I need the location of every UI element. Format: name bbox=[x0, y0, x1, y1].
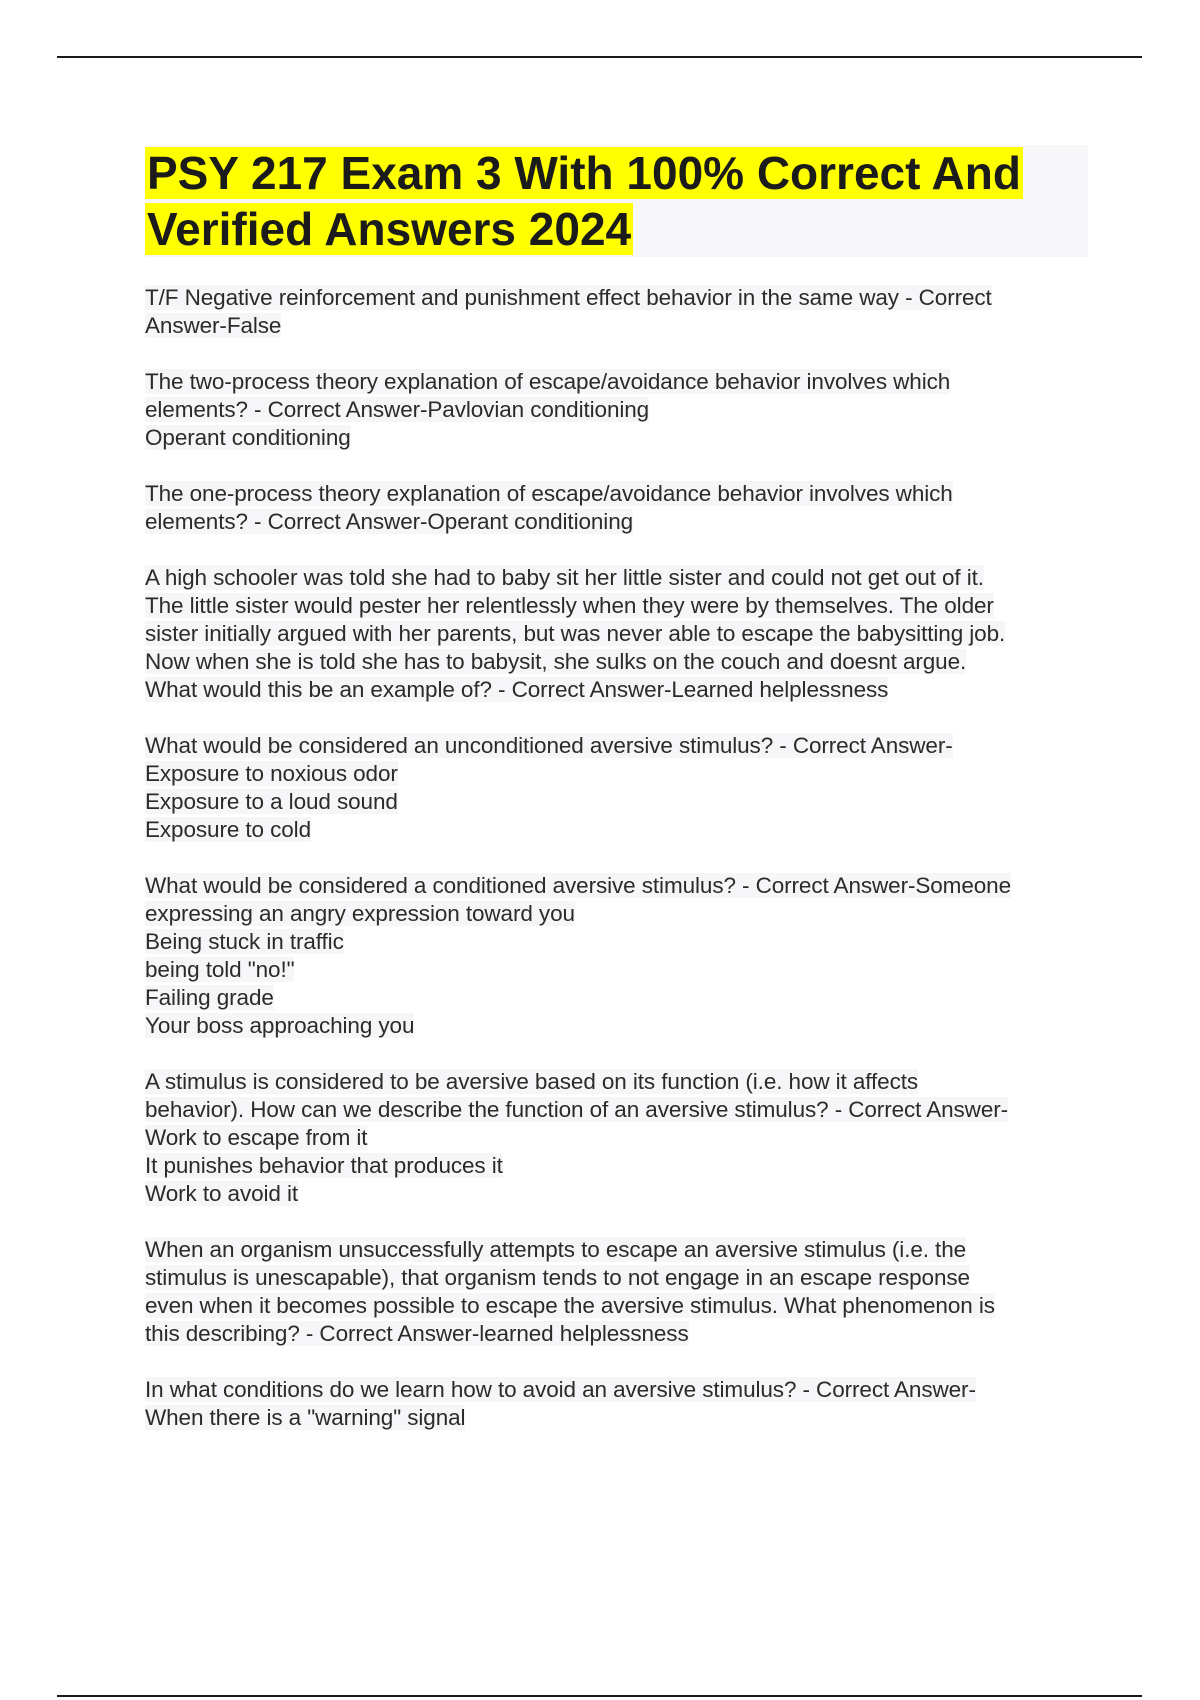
qa-item bbox=[145, 872, 1095, 1040]
qa-line bbox=[145, 1068, 1095, 1096]
question-answer-list bbox=[145, 284, 1095, 1460]
qa-item bbox=[145, 480, 1095, 536]
qa-line-text: expressing an angry expression toward you bbox=[145, 901, 575, 926]
qa-line-text: sister initially argued with her parents, but was never able to escape the babysitting job. bbox=[145, 621, 1006, 646]
qa-line-text: When there is a "warning" signal bbox=[145, 1405, 466, 1430]
qa-line-text: In what conditions do we learn how to avoid an aversive stimulus? - Correct Answer- bbox=[145, 1377, 976, 1402]
qa-line-text: this describing? - Correct Answer-learned helplessness bbox=[145, 1321, 689, 1346]
qa-line-text: Work to avoid it bbox=[145, 1181, 299, 1206]
title-line-2: Verified Answers 2024 bbox=[147, 203, 632, 255]
qa-line bbox=[145, 1376, 1095, 1404]
qa-line bbox=[145, 1320, 1095, 1348]
qa-line bbox=[145, 648, 1095, 676]
qa-item bbox=[145, 1236, 1095, 1348]
qa-line-text: even when it becomes possible to escape the aversive stimulus. What phenomenon is bbox=[145, 1293, 995, 1318]
qa-item bbox=[145, 1068, 1095, 1208]
qa-line-text: behavior). How can we describe the function of an aversive stimulus? - Correct Answer- bbox=[145, 1097, 1009, 1122]
qa-line bbox=[145, 872, 1095, 900]
qa-line bbox=[145, 816, 1095, 844]
qa-line bbox=[145, 284, 1095, 312]
qa-line-text: The two-process theory explanation of escape/avoidance behavior involves which bbox=[145, 369, 951, 394]
qa-line bbox=[145, 480, 1095, 508]
qa-line-text: Exposure to a loud sound bbox=[145, 789, 398, 814]
qa-line-text: A high schooler was told she had to baby sit her little sister and could not get out of it. bbox=[145, 565, 984, 590]
qa-line bbox=[145, 424, 1095, 452]
qa-line-text: Exposure to cold bbox=[145, 817, 311, 842]
qa-line-text: What would this be an example of? - Correct Answer-Learned helplessness bbox=[145, 677, 889, 702]
qa-line bbox=[145, 928, 1095, 956]
qa-item bbox=[145, 368, 1095, 452]
qa-line bbox=[145, 508, 1095, 536]
qa-line bbox=[145, 732, 1095, 760]
qa-line-text: A stimulus is considered to be aversive based on its function (i.e. how it affects bbox=[145, 1069, 919, 1094]
qa-line bbox=[145, 760, 1095, 788]
qa-line-text: The little sister would pester her relentlessly when they were by themselves. The older bbox=[145, 593, 994, 618]
qa-line bbox=[145, 1012, 1095, 1040]
qa-line-text: T/F Negative reinforcement and punishment effect behavior in the same way - Correct bbox=[145, 285, 992, 310]
qa-line bbox=[145, 676, 1095, 704]
qa-item bbox=[145, 564, 1095, 704]
qa-line bbox=[145, 1404, 1095, 1432]
qa-line-text: Your boss approaching you bbox=[145, 1013, 415, 1038]
qa-line-text: What would be considered a conditioned aversive stimulus? - Correct Answer-Someone bbox=[145, 873, 1011, 898]
qa-line bbox=[145, 1180, 1095, 1208]
qa-line bbox=[145, 900, 1095, 928]
qa-line-text: elements? - Correct Answer-Operant conditioning bbox=[145, 509, 634, 534]
qa-line-text: elements? - Correct Answer-Pavlovian conditioning bbox=[145, 397, 650, 422]
bottom-rule bbox=[57, 1695, 1142, 1697]
qa-item bbox=[145, 284, 1095, 340]
qa-line bbox=[145, 368, 1095, 396]
qa-line bbox=[145, 1096, 1095, 1124]
qa-line bbox=[145, 592, 1095, 620]
page-title bbox=[145, 145, 1088, 257]
qa-line-text: The one-process theory explanation of escape/avoidance behavior involves which bbox=[145, 481, 953, 506]
qa-line-text: Exposure to noxious odor bbox=[145, 761, 398, 786]
qa-line bbox=[145, 1236, 1095, 1264]
qa-line-text: Being stuck in traffic bbox=[145, 929, 344, 954]
qa-line bbox=[145, 396, 1095, 424]
qa-line-text: Work to escape from it bbox=[145, 1125, 368, 1150]
qa-line bbox=[145, 956, 1095, 984]
qa-line bbox=[145, 1124, 1095, 1152]
qa-line bbox=[145, 564, 1095, 592]
qa-line bbox=[145, 984, 1095, 1012]
qa-line-text: Operant conditioning bbox=[145, 425, 351, 450]
title-block bbox=[145, 145, 1088, 257]
qa-line bbox=[145, 1264, 1095, 1292]
qa-line-text: Failing grade bbox=[145, 985, 274, 1010]
qa-line-text: being told "no!" bbox=[145, 957, 295, 982]
qa-line-text: When an organism unsuccessfully attempts to escape an aversive stimulus (i.e. the bbox=[145, 1237, 967, 1262]
qa-line-text: It punishes behavior that produces it bbox=[145, 1153, 503, 1178]
qa-item bbox=[145, 732, 1095, 844]
qa-item bbox=[145, 1376, 1095, 1432]
title-line-1: PSY 217 Exam 3 With 100% Correct And bbox=[147, 147, 1021, 199]
qa-line bbox=[145, 788, 1095, 816]
qa-line-text: Answer-False bbox=[145, 313, 282, 338]
qa-line-text: stimulus is unescapable), that organism tends to not engage in an escape response bbox=[145, 1265, 970, 1290]
qa-line bbox=[145, 1152, 1095, 1180]
qa-line-text: Now when she is told she has to babysit, she sulks on the couch and doesnt argue. bbox=[145, 649, 967, 674]
qa-line bbox=[145, 620, 1095, 648]
qa-line bbox=[145, 312, 1095, 340]
top-rule bbox=[57, 56, 1142, 58]
qa-line-text: What would be considered an unconditioned aversive stimulus? - Correct Answer- bbox=[145, 733, 953, 758]
qa-line bbox=[145, 1292, 1095, 1320]
